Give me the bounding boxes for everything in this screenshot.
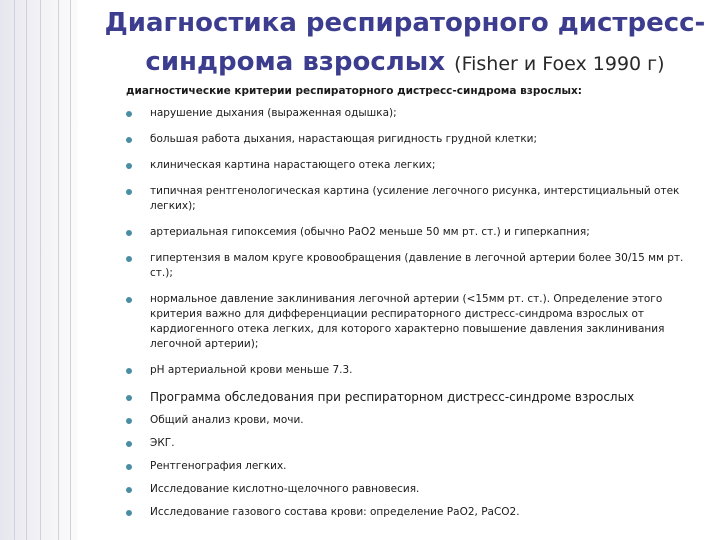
bullet-icon (126, 487, 132, 493)
bullet-icon (126, 111, 132, 117)
criteria-text: типичная рентгенологическая картина (усиление легочного рисунка, интерстициальный отек легких); (150, 185, 680, 212)
program-heading: Программа обследования при респираторном дистресс-синдроме взрослых (150, 390, 635, 404)
criteria-item (126, 106, 706, 121)
bullet-icon (126, 297, 132, 303)
criteria-item (126, 292, 706, 352)
program-item (126, 413, 706, 428)
program-item (126, 482, 706, 497)
criteria-item (126, 251, 706, 281)
decorative-line (40, 0, 41, 540)
bullet-icon (126, 464, 132, 470)
program-item (126, 459, 706, 474)
bullet-icon (126, 137, 132, 143)
left-decorative-strip (0, 0, 78, 540)
criteria-text: нарушение дыхания (выраженная одышка); (150, 107, 397, 119)
bullet-icon (126, 368, 132, 374)
criteria-item (126, 132, 706, 147)
program-text: Рентгенография легких. (150, 460, 287, 472)
title-main: Диагностика респираторного дистресс-синдрома взрослых (104, 8, 706, 77)
decorative-line (26, 0, 27, 540)
criteria-text: клиническая картина нарастающего отека легких; (150, 159, 436, 171)
criteria-text: гипертензия в малом круге кровообращения (давление в легочной артерии более 30/15 мм рт. ст.); (150, 252, 684, 279)
content-list (126, 100, 706, 520)
criteria-item (126, 225, 706, 240)
bullet-icon (126, 163, 132, 169)
bullet-icon (126, 256, 132, 262)
slide-title (100, 4, 710, 84)
decorative-line (58, 0, 59, 540)
criteria-text: артериальная гипоксемия (обычно РаО2 меньше 50 мм рт. ст.) и гиперкапния; (150, 226, 590, 238)
bullet-icon (126, 441, 132, 447)
criteria-text: рН артериальной крови меньше 7.3. (150, 364, 353, 376)
program-text: Исследование газового состава крови: определение РаО2, РаСО2. (150, 506, 520, 518)
decorative-line (14, 0, 15, 540)
program-item (126, 505, 706, 520)
criteria-text: нормальное давление заклинивания легочной артерии (<15мм рт. ст.). Определение этого критерия важно для дифференциации респираторного дистресс-синдрома взрослых от кардиогенного отека легких, для которого характерно повышение давления заклинивания легочной артерии); (150, 293, 665, 350)
criteria-item (126, 158, 706, 173)
title-citation: (Fisher и Foex 1990 г) (454, 53, 665, 75)
bullet-icon (126, 418, 132, 424)
program-heading-item (126, 389, 706, 405)
criteria-intro: диагностические критерии респираторного дистресс-синдрома взрослых: (126, 85, 582, 97)
decorative-line (70, 0, 71, 540)
bullet-icon (126, 395, 132, 401)
program-text: Исследование кислотно-щелочного равновесия. (150, 483, 420, 495)
program-text: Общий анализ крови, мочи. (150, 414, 304, 426)
criteria-item (126, 363, 706, 378)
program-text: ЭКГ. (150, 437, 175, 449)
criteria-text: большая работа дыхания, нарастающая ригидность грудной клетки; (150, 133, 538, 145)
bullet-icon (126, 230, 132, 236)
bullet-icon (126, 510, 132, 516)
criteria-item (126, 184, 706, 214)
program-item (126, 436, 706, 451)
bullet-icon (126, 189, 132, 195)
